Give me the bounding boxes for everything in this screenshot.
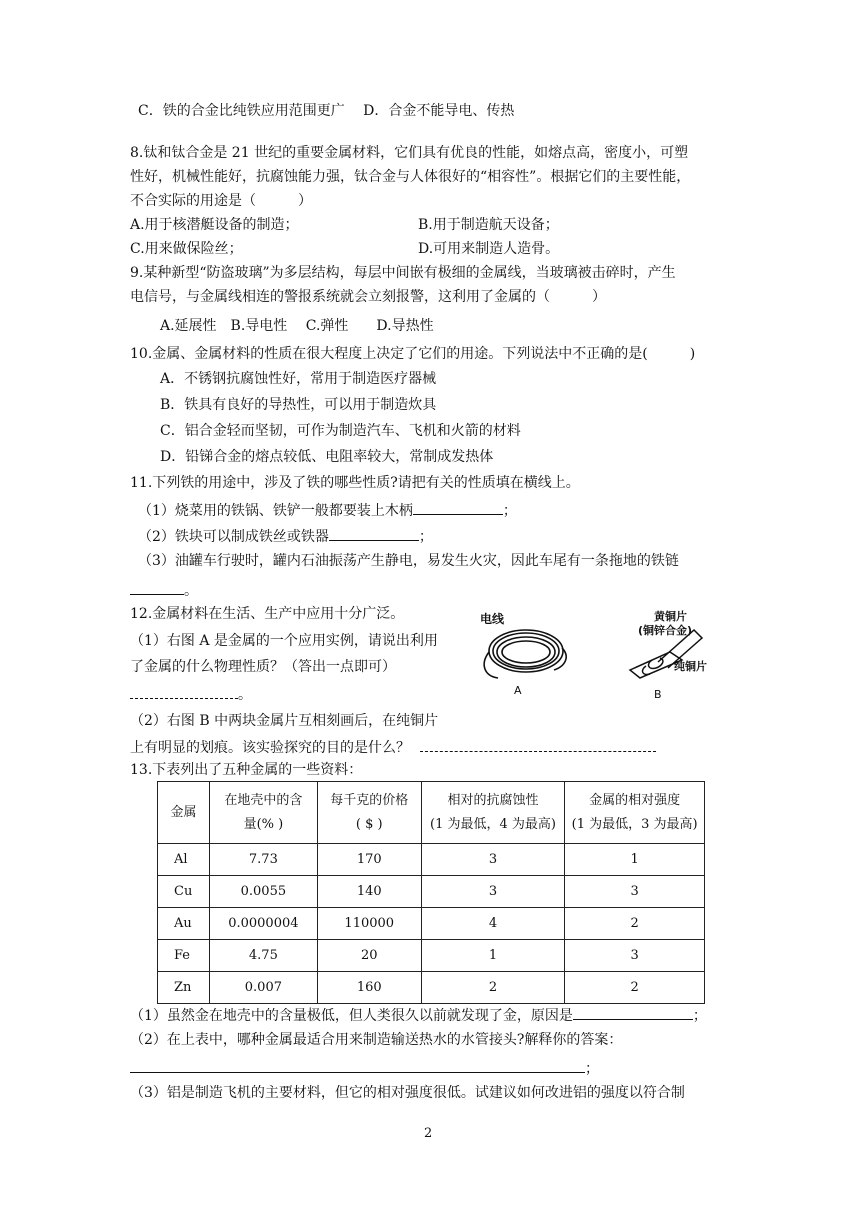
figure-b-label-alloy: (铜锌合金) — [638, 624, 693, 637]
q11-item-1 — [138, 498, 517, 522]
table-cell: Cu — [158, 876, 210, 908]
q11-item-1-text: （1）烧菜用的铁锅、铁铲一般都要装上木柄 — [138, 503, 413, 519]
metal-data-table — [157, 781, 705, 1004]
q13-stem: 13.下表列出了五种金属的一些资料： — [130, 762, 363, 778]
q10-option-c: C．铝合金轻而坚韧，可作为制造汽车、飞机和火箭的材料 — [160, 423, 521, 439]
table-header-text: (1 为最低，4 为最高) — [430, 816, 556, 832]
q10-option-d: D．铅锑合金的熔点较低、电阻率较大，常制成发热体 — [160, 449, 494, 465]
table-cell: 7.73 — [209, 844, 317, 876]
table-row — [158, 844, 705, 876]
table-header-text: 相对的抗腐蚀性 — [447, 792, 539, 808]
q11-answer-blank-2[interactable] — [329, 524, 419, 541]
q8-stem-line3: 不合实际的用途是（ ） — [130, 193, 312, 209]
table-row — [158, 940, 705, 972]
figure-a-caption: A — [514, 684, 522, 697]
q11-answer-blank-1[interactable] — [413, 498, 503, 515]
q10-stem: 10.金属、金属材料的性质在很大程度上决定了它们的用途。下列说法中不正确的是( ) — [130, 346, 696, 362]
table-cell: Au — [158, 908, 210, 940]
table-header-row — [158, 782, 705, 844]
table-cell: Al — [158, 844, 210, 876]
table-cell: 20 — [317, 940, 421, 972]
table-cell: 4.75 — [209, 940, 317, 972]
q7-options-cd: C．铁的合金比纯铁应用范围更广 D．合金不能导电、传热 — [138, 103, 515, 119]
q8-stem-line2: 性好，机械性能好，抗腐蚀能力强，钛合金与人体很好的“相容性”。根据它们的主要性能， — [130, 169, 691, 185]
table-cell: 2 — [421, 972, 565, 1004]
q12-answer-blank-2[interactable] — [420, 735, 656, 752]
q11-item-1-end: ； — [502, 503, 517, 519]
table-cell: 170 — [317, 844, 421, 876]
figure-a-label: 电线 — [480, 612, 505, 626]
table-cell: 2 — [565, 908, 705, 940]
table-cell: 0.0000004 — [209, 908, 317, 940]
table-cell: 3 — [565, 940, 705, 972]
table-cell: 160 — [317, 972, 421, 1004]
q12-part1-line2: 了金属的什么物理性质？（答出一点即可） — [130, 659, 396, 675]
q13-part1-text: （1）虽然金在地壳中的含量极低，但人类很久以前就发现了金，原因是 — [130, 1008, 573, 1024]
q13-part3: （3）铝是制造飞机的主要材料，但它的相对强度很低。试建议如何改进铝的强度以符合制 — [130, 1085, 685, 1101]
q11-item-2-text: （2）铁块可以制成铁丝或铁器 — [138, 529, 329, 545]
table-header-text: 每千克的价格 — [330, 792, 409, 808]
q12-part2-text: 上有明显的划痕。该实验探究的目的是什么？ — [130, 740, 410, 756]
q10-option-a: A．不锈钢抗腐蚀性好，常用于制造医疗器械 — [160, 371, 437, 387]
q13-answer-blank-2[interactable] — [130, 1056, 585, 1073]
table-cell: 140 — [317, 876, 421, 908]
q13-part1 — [130, 1003, 707, 1027]
q13-part2: （2）在上表中，哪种金属最适合用来制造输送热水的水管接头?解释你的答案： — [130, 1032, 623, 1048]
q11-answer-blank-3[interactable] — [130, 578, 184, 595]
table-cell: 0.0055 — [209, 876, 317, 908]
q10-option-b: B．铁具有良好的导热性，可以用于制造炊具 — [160, 397, 437, 413]
q12-answer-blank-1[interactable] — [130, 682, 238, 699]
figure-a-wire-coil — [474, 608, 584, 698]
q9-options: A.延展性 B.导电性 C.弹性 D.导热性 — [160, 318, 434, 334]
q9-stem-line1: 9.某种新型“防盗玻璃”为多层结构，每层中间嵌有极细的金属线，当玻璃被击碎时，产生 — [130, 265, 676, 281]
table-header-text: 金属的相对强度 — [589, 792, 681, 808]
q12-part2-line1: （2）右图 B 中两块金属片互相刻画后，在纯铜片 — [130, 713, 439, 729]
q11-item-3-end: 。 — [184, 583, 198, 599]
table-row — [158, 908, 705, 940]
table-body — [158, 844, 705, 1004]
figure-b-label-brass: 黄铜片 — [654, 610, 687, 623]
q13-part2-end: ； — [585, 1061, 599, 1077]
table-header-cell — [317, 782, 421, 844]
q8-stem-line1: 8.钛和钛合金是 21 世纪的重要金属材料，它们具有优良的性能，如熔点高，密度小，可塑 — [130, 145, 689, 161]
table-cell: 2 — [565, 972, 705, 1004]
q11-item-2 — [138, 524, 433, 548]
table-header-cell — [209, 782, 317, 844]
table-cell: 110000 — [317, 908, 421, 940]
figure-b-label-copper: 纯铜片 — [674, 660, 707, 673]
table-header — [158, 782, 705, 844]
figure-b-caption: B — [654, 688, 662, 701]
q13-part2-answer — [130, 1056, 599, 1080]
table-row — [158, 972, 705, 1004]
q11-item-3: （3）油罐车行驶时，罐内石油振荡产生静电，易发生火灾，因此车尾有一条拖地的铁链 — [138, 553, 679, 569]
q12-part1-line1: （1）右图 A 是金属的一个应用实例，请说出利用 — [130, 633, 438, 649]
q11-item-3-answer — [130, 578, 198, 602]
q12-part1-answer — [130, 682, 252, 706]
table-header-cell — [565, 782, 705, 844]
table-cell: 3 — [565, 876, 705, 908]
table-cell: 1 — [565, 844, 705, 876]
table-cell: 0.007 — [209, 972, 317, 1004]
q8-option-b: B.用于制造航天设备； — [418, 217, 559, 233]
page-number: 2 — [424, 1126, 433, 1141]
q8-option-c: C.用来做保险丝； — [130, 241, 243, 257]
table-header-cell — [421, 782, 565, 844]
table-header-text: 在地壳中的含 — [224, 792, 303, 808]
q11-stem: 11.下列铁的用途中，涉及了铁的哪些性质?请把有关的性质填在横线上。 — [130, 475, 580, 491]
table-cell: 1 — [421, 940, 565, 972]
table-header-text: 金属 — [170, 804, 197, 820]
table-row — [158, 876, 705, 908]
q13-answer-blank-1[interactable] — [573, 1003, 693, 1020]
table-header-text: ( $ ) — [355, 816, 383, 832]
table-cell: 3 — [421, 844, 565, 876]
q12-part1-end: 。 — [238, 687, 252, 703]
q8-option-d: D.可用来制造人造骨。 — [418, 241, 560, 257]
q11-item-2-end: ； — [418, 529, 433, 545]
table-header-text: 量(% ) — [243, 816, 284, 832]
table-cell: Fe — [158, 940, 210, 972]
q13-part1-end: ； — [692, 1008, 707, 1024]
table-header-text: (1 为最低，3 为最高) — [571, 816, 698, 832]
table-cell: 3 — [421, 876, 565, 908]
q12-stem: 12.金属材料在生活、生产中应用十分广泛。 — [130, 606, 405, 622]
table-header-cell — [158, 782, 210, 844]
q9-stem-line2: 电信号，与金属线相连的警报系统就会立刻报警，这利用了金属的（ ） — [130, 289, 606, 305]
figure-b-scratch-test — [610, 608, 730, 704]
table-cell: Zn — [158, 972, 210, 1004]
table-cell: 4 — [421, 908, 565, 940]
q8-option-a: A.用于核潜艇设备的制造； — [130, 217, 299, 233]
q12-part2-line2 — [130, 735, 656, 759]
